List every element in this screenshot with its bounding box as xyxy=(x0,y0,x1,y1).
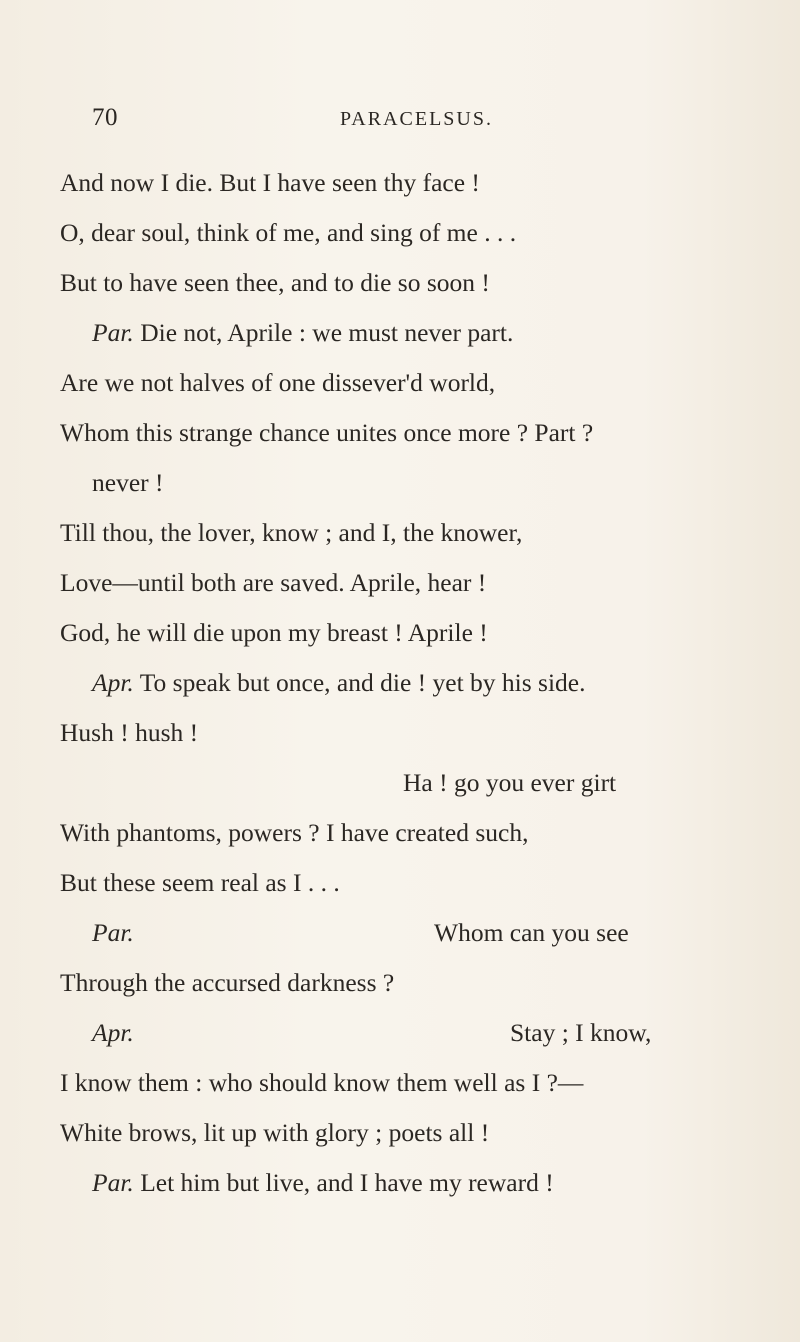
speaker-label: Apr. xyxy=(92,668,134,697)
verse-line: Hush ! hush ! xyxy=(60,718,199,747)
verse-line: Whom this strange chance unites once more ? Part ? xyxy=(60,418,594,447)
verse-line: With phantoms, powers ? I have created such, xyxy=(60,818,529,847)
verse-line: I know them : who should know them well as I ?— xyxy=(60,1068,584,1097)
verse-line: never ! xyxy=(92,468,164,497)
running-title: PARACELSUS. xyxy=(340,108,493,130)
speaker-label: Apr. xyxy=(92,1018,134,1047)
speaker-label: Par. xyxy=(92,918,134,947)
verse-line: O, dear soul, think of me, and sing of me . . . xyxy=(60,218,517,247)
verse-line: Par. Die not, Aprile : we must never part. xyxy=(92,318,514,347)
speaker-label: Par. xyxy=(92,318,134,347)
verse-line: Par. Let him but live, and I have my reward ! xyxy=(92,1168,554,1197)
verse-line: White brows, lit up with glory ; poets all ! xyxy=(60,1118,490,1147)
verse-line: Till thou, the lover, know ; and I, the knower, xyxy=(60,518,523,547)
verse-line: Through the accursed darkness ? xyxy=(60,968,395,997)
verse-line: Are we not halves of one dissever'd world, xyxy=(60,368,496,397)
verse-line: But to have seen thee, and to die so soon ! xyxy=(60,268,490,297)
verse-line: Par. Whom can you see xyxy=(92,918,629,947)
verse-line: And now I die. But I have seen thy face ! xyxy=(60,168,480,197)
verse-line: Ha ! go you ever girt xyxy=(403,768,617,797)
verse-line: Love—until both are saved. Aprile, hear ! xyxy=(60,568,487,597)
verse-line: But these seem real as I . . . xyxy=(60,868,340,897)
verse-line: God, he will die upon my breast ! Aprile ! xyxy=(60,618,488,647)
page-header xyxy=(0,104,800,134)
speaker-label: Par. xyxy=(92,1168,134,1197)
verse-line: Apr. Stay ; I know, xyxy=(92,1018,652,1047)
page-number: 70 xyxy=(92,104,118,131)
verse-line: Apr. To speak but once, and die ! yet by his side. xyxy=(92,668,586,697)
